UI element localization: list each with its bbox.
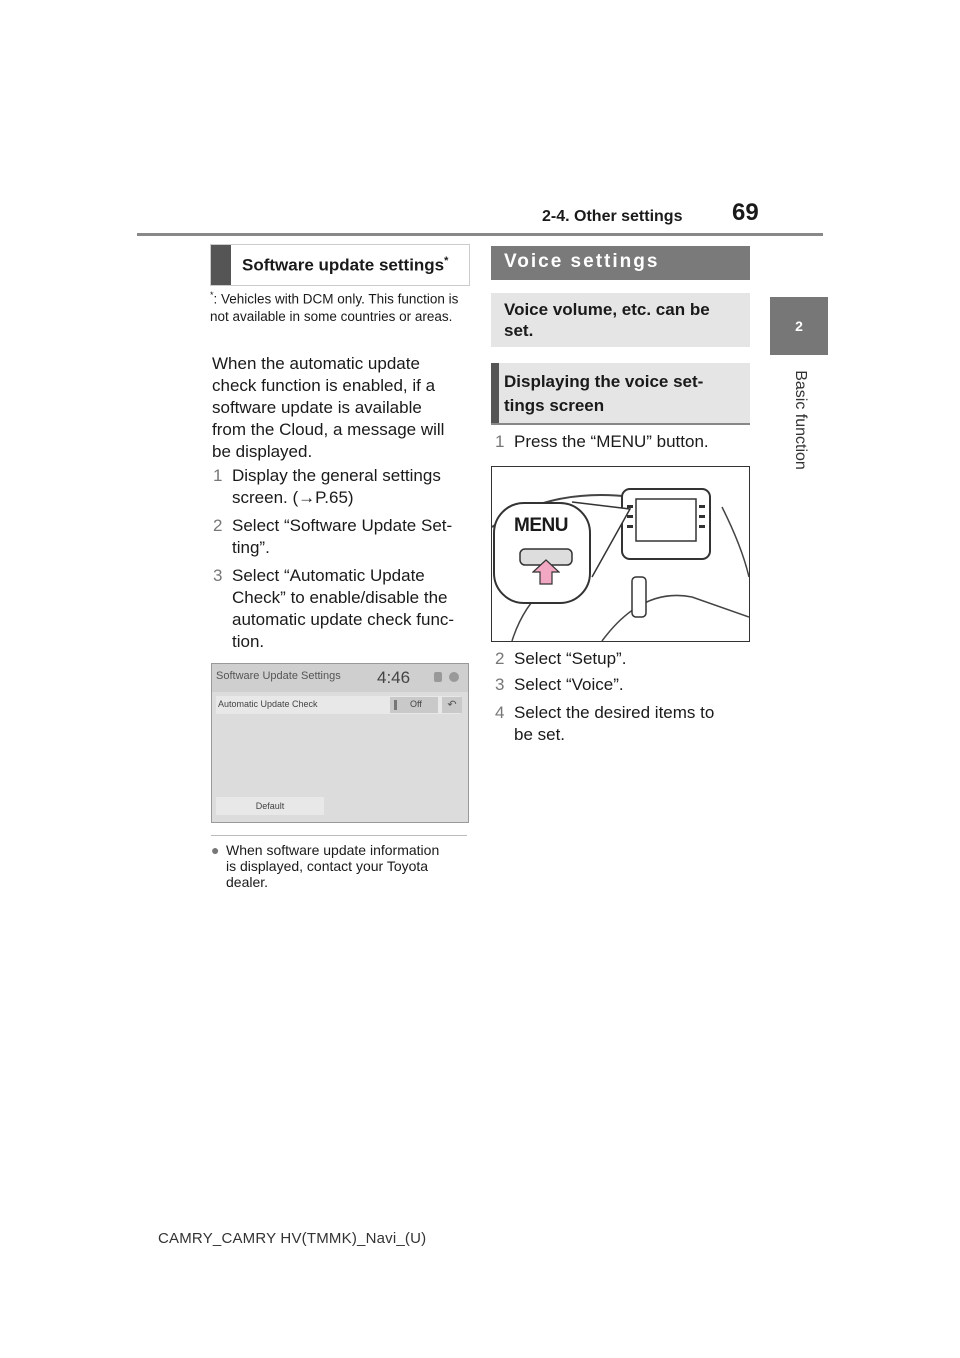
step-text: Select “Setup”. [514,649,627,668]
setting-row-label: Automatic Update Check [218,699,318,709]
screen-title: Software Update Settings [216,670,341,682]
step-text: be set. [514,725,566,744]
footnote [210,287,472,325]
software-update-heading [210,244,470,286]
menu-button-illustration [491,466,750,642]
note-line: is displayed, contact your Toyota [226,858,429,874]
subheading-line: tings screen [504,396,605,415]
summary-line: set. [504,321,534,340]
toggle-off-button[interactable] [390,697,438,713]
footnote-text: : Vehicles with DCM only. This function is not available in some countries or areas. [210,291,459,324]
step-text: Select the desired items to [514,703,715,722]
step-text: Select “Automatic Update [232,566,425,585]
page-number: 69 [732,199,759,226]
toggle-value: Off [410,699,422,709]
note-bullet: ● [211,842,220,858]
default-button[interactable]: Default [216,797,324,815]
summary-line: Voice volume, etc. can be [504,300,710,319]
step-number: 1 [213,466,223,485]
voice-subheading [491,363,750,423]
heading-asterisk: * [444,254,449,267]
lock-icon [434,672,442,682]
voice-summary-box [491,293,750,347]
note-line: When software update information [226,842,440,858]
step-number: 1 [495,432,505,451]
note-divider [211,835,467,836]
step-text: tion. [232,632,265,651]
intro-line: from the Cloud, a message will [212,420,445,439]
voice-settings-title: Voice settings [504,251,660,272]
screen-clock: 4:46 [377,668,411,687]
step-number: 2 [213,516,223,535]
step-text: Press the “MENU” button. [514,432,709,451]
chapter-label: Basic function [792,370,809,470]
voice-settings-banner [491,246,750,280]
chapter-number: 2 [795,318,803,334]
step-number: 2 [495,649,505,668]
note-line: dealer. [226,874,269,890]
software-update-screen [211,663,469,823]
section-header: 2-4. Other settings [542,208,683,225]
step-number: 4 [495,703,505,722]
step-number: 3 [495,675,505,694]
back-arrow-icon[interactable]: ↶ [442,697,462,713]
menu-label: MENU [514,515,568,536]
chapter-tab [770,297,828,355]
step-text: automatic update check func- [232,610,455,629]
header-divider [137,233,823,236]
step-text: Display the general settings [232,466,441,485]
press-arrow-icon [532,559,560,585]
intro-paragraph [212,353,472,463]
step-text: Select “Voice”. [514,675,624,694]
intro-line: be displayed. [212,442,313,461]
step-text: screen. (→P.65) [232,488,354,507]
model-footer: CAMRY_CAMRY HV(TMMK)_Navi_(U) [158,1230,427,1247]
heading-text: Software update settings [242,255,445,275]
intro-line: check function is enabled, if a [212,376,436,395]
step-text: ting”. [232,538,270,557]
step-number: 3 [213,566,223,585]
step-text: Select “Software Update Set- [232,516,453,535]
subheading-line: Displaying the voice set- [504,372,704,391]
settings-icon [449,672,459,682]
dashboard-drawing [492,467,749,641]
step-text: Check” to enable/disable the [232,588,448,607]
footnote-asterisk: * [210,290,214,300]
intro-line: When the automatic update [212,354,420,373]
intro-line: software update is available [212,398,422,417]
